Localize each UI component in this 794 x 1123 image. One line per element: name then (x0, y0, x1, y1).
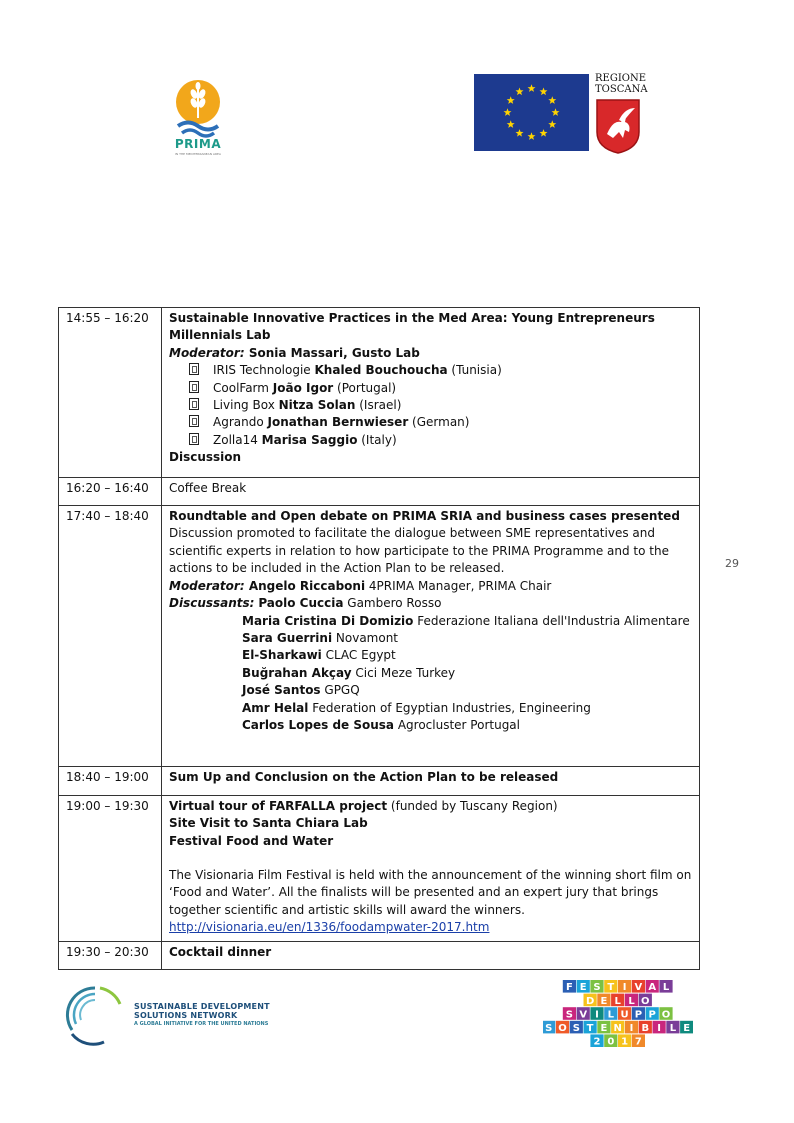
session-description: Discussion promoted to facilitate the dialogue between SME representatives and scientific experts in relation to how participate to the PRIMA Programme and to the actions to be included in the Action Plan to be released. (169, 526, 669, 576)
speaker-org: Zolla14 (213, 432, 262, 447)
session-description: The Visionaria Film Festival is held with the announcement of the winning short film on ‘Food and Water’. All the finalists will be presented and an expert jury that brings together scientific and artistic skills will award the winners. (169, 867, 692, 917)
time-cell: 17:40 – 18:40 (59, 506, 162, 767)
festival-letter: E (600, 1023, 608, 1034)
festival-letter: S (593, 982, 601, 994)
time-cell: 19:00 – 19:30 (59, 795, 162, 941)
discussion-label: Discussion (169, 450, 242, 465)
festival-letter: N (613, 1023, 622, 1034)
festival-sviluppo-sostenibile-logo (543, 980, 693, 1048)
festival-letter: T (586, 1023, 594, 1034)
checkbox-bullet-icon (189, 381, 199, 393)
session-title: Roundtable and Open debate on PRIMA SRIA and business cases presented (169, 509, 680, 524)
session-title-note: (funded by Tuscany Region) (387, 798, 558, 813)
discussant-line (169, 682, 692, 699)
discussant-line (169, 630, 692, 647)
time-cell: 18:40 – 19:00 (59, 767, 162, 795)
festival-letter: B (641, 1023, 650, 1034)
speaker-name: Marisa Saggio (261, 432, 358, 447)
festival-letter: A (648, 982, 657, 994)
festival-letter: V (634, 982, 643, 994)
festival-letter: S (545, 1023, 553, 1034)
visionaria-link[interactable]: http://visionaria.eu/en/1336/foodampwater-2017.htm (169, 920, 490, 935)
discussant-line (169, 613, 692, 630)
list-item (189, 397, 692, 414)
moderator-role: 4PRIMA Manager, PRIMA Chair (365, 578, 552, 593)
festival-letter: L (669, 1023, 677, 1034)
session-title: Virtual tour of FARFALLA project (169, 798, 388, 813)
festival-letter: L (662, 982, 670, 994)
time-cell: 14:55 – 16:20 (59, 308, 162, 478)
program-row (59, 795, 700, 941)
time-cell: 19:30 – 20:30 (59, 941, 162, 969)
festival-letter: I (595, 1009, 599, 1021)
session-cell (162, 308, 700, 478)
checkbox-bullet-icon (189, 433, 199, 445)
session-title-line (169, 798, 692, 815)
checkbox-bullet-icon (189, 363, 199, 375)
festival-letter: P (648, 1009, 656, 1021)
festival-letter: D (585, 995, 595, 1007)
moderator-name: Sonia Massari, Gusto Lab (244, 345, 420, 360)
discussant-org: GPGQ (320, 683, 360, 698)
session-title: Cocktail dinner (169, 944, 272, 959)
checkbox-bullet-icon (189, 415, 199, 427)
discussant-org: Federazione Italiana dell'Industria Alimentare (413, 613, 690, 628)
session-title: Sum Up and Conclusion on the Action Plan to be released (169, 770, 559, 785)
time-cell: 16:20 – 16:40 (59, 477, 162, 505)
festival-letter: 0 (607, 1036, 615, 1048)
festival-letter: O (558, 1023, 567, 1034)
festival-letter: S (565, 1009, 574, 1021)
discussant-line (169, 700, 692, 717)
session-title: Sustainable Innovative Practices in the Med Area: Young Entrepreneurs Millennials Lab (169, 311, 655, 343)
prima-wordmark: PRIMA (174, 137, 222, 151)
festival-letter: O (641, 995, 650, 1007)
discussant-line (169, 595, 692, 612)
festival-letter: 2 (593, 1036, 601, 1048)
discussant-org: Gambero Rosso (343, 596, 442, 611)
festival-letter: F (565, 982, 573, 994)
festival-letter: E (600, 995, 608, 1007)
speaker-org: IRIS Technologie (213, 363, 315, 378)
speaker-list (169, 362, 692, 449)
discussant-name: Sara Guerrini (242, 630, 333, 645)
speaker-country: (Tunisia) (447, 363, 502, 378)
moderator-label: Moderator: (169, 578, 245, 593)
toscana-pegasus-shield (595, 98, 641, 154)
sdsn-line1: SUSTAINABLE DEVELOPMENT (134, 1002, 270, 1011)
discussant-name: Carlos Lopes de Sousa (242, 717, 395, 732)
discussant-name: Amr Helal (242, 700, 309, 715)
speaker-name: Khaled Bouchoucha (314, 363, 448, 378)
page-number: 29 (725, 557, 739, 570)
site-visit-title: Site Visit to Santa Chiara Lab (169, 816, 368, 831)
discussant-line (169, 665, 692, 682)
prima-tagline: IN THE MEDITERRANEAN AREA (174, 152, 221, 156)
speaker-name: Nitza Solan (278, 398, 356, 413)
discussant-line (169, 717, 692, 734)
festival-letter: 1 (621, 1036, 629, 1048)
program-row (59, 477, 700, 505)
festival-letter: U (620, 1009, 629, 1021)
program-row (59, 941, 700, 969)
session-cell (162, 767, 700, 795)
moderator-label: Moderator: (169, 345, 245, 360)
festival-letter: T (607, 982, 615, 994)
program-table (58, 307, 700, 970)
discussant-org: Agrocluster Portugal (394, 717, 520, 732)
speaker-org: Agrando (213, 415, 268, 430)
sdsn-circle-logo (64, 984, 126, 1046)
discussant-name: José Santos (242, 683, 321, 698)
speaker-country: (German) (408, 415, 470, 430)
list-item (189, 362, 692, 379)
session-title: Coffee Break (169, 480, 247, 495)
festival-letter: L (614, 995, 621, 1007)
discussant-name: Buğrahan Akçay (242, 665, 352, 680)
session-cell (162, 795, 700, 941)
discussant-org: CLAC Egypt (321, 648, 396, 663)
list-item (189, 432, 692, 449)
session-cell (162, 477, 700, 505)
speaker-country: (Portugal) (333, 380, 397, 395)
program-row (59, 767, 700, 795)
checkbox-bullet-icon (189, 398, 199, 410)
program-row (59, 506, 700, 767)
speaker-org: CoolFarm (213, 380, 273, 395)
festival-letter: E (579, 982, 587, 994)
discussant-org: Federation of Egyptian Industries, Engineering (308, 700, 591, 715)
festival-letter: I (657, 1023, 661, 1034)
sdsn-line3: A GLOBAL INITIATIVE FOR THE UNITED NATIONS (134, 1021, 269, 1027)
festival-letter: L (628, 995, 635, 1007)
regione-toscana-title: REGIONE TOSCANA (595, 73, 648, 95)
moderator-line (169, 345, 692, 362)
festival-letter: V (579, 1009, 588, 1021)
program-row (59, 308, 700, 478)
festival-letter: E (683, 1023, 691, 1034)
discussants-label: Discussants: (169, 596, 255, 611)
festival-letter: I (629, 1023, 634, 1034)
festival-letter: S (572, 1023, 580, 1034)
speaker-country: (Italy) (357, 432, 397, 447)
discussant-name: Paolo Cuccia (258, 596, 344, 611)
festival-title: Festival Food and Water (169, 833, 334, 848)
discussant-name: El-Sharkawi (242, 648, 322, 663)
sdsn-line2: SOLUTIONS NETWORK (134, 1011, 238, 1020)
festival-letter: 7 (634, 1036, 642, 1048)
moderator-line (169, 578, 692, 595)
speaker-name: João Igor (272, 380, 334, 395)
speaker-country: (Israel) (355, 398, 402, 413)
session-cell (162, 941, 700, 969)
eu-flag-logo (474, 74, 589, 151)
festival-letter: L (607, 1009, 614, 1021)
festival-letter: P (634, 1009, 643, 1021)
discussant-org: Cici Meze Turkey (351, 665, 456, 680)
session-cell (162, 506, 700, 767)
list-item (189, 380, 692, 397)
sdsn-text-logo (134, 1002, 270, 1029)
moderator-name: Angelo Riccaboni (244, 578, 366, 593)
festival-letter: O (661, 1009, 671, 1021)
speaker-name: Jonathan Bernwieser (267, 415, 409, 430)
discussant-org: Novamont (332, 630, 399, 645)
festival-letter: I (622, 982, 627, 994)
discussant-line (169, 647, 692, 664)
discussant-name: Maria Cristina Di Domizio (242, 613, 414, 628)
list-item (189, 414, 692, 431)
speaker-org: Living Box (213, 398, 279, 413)
